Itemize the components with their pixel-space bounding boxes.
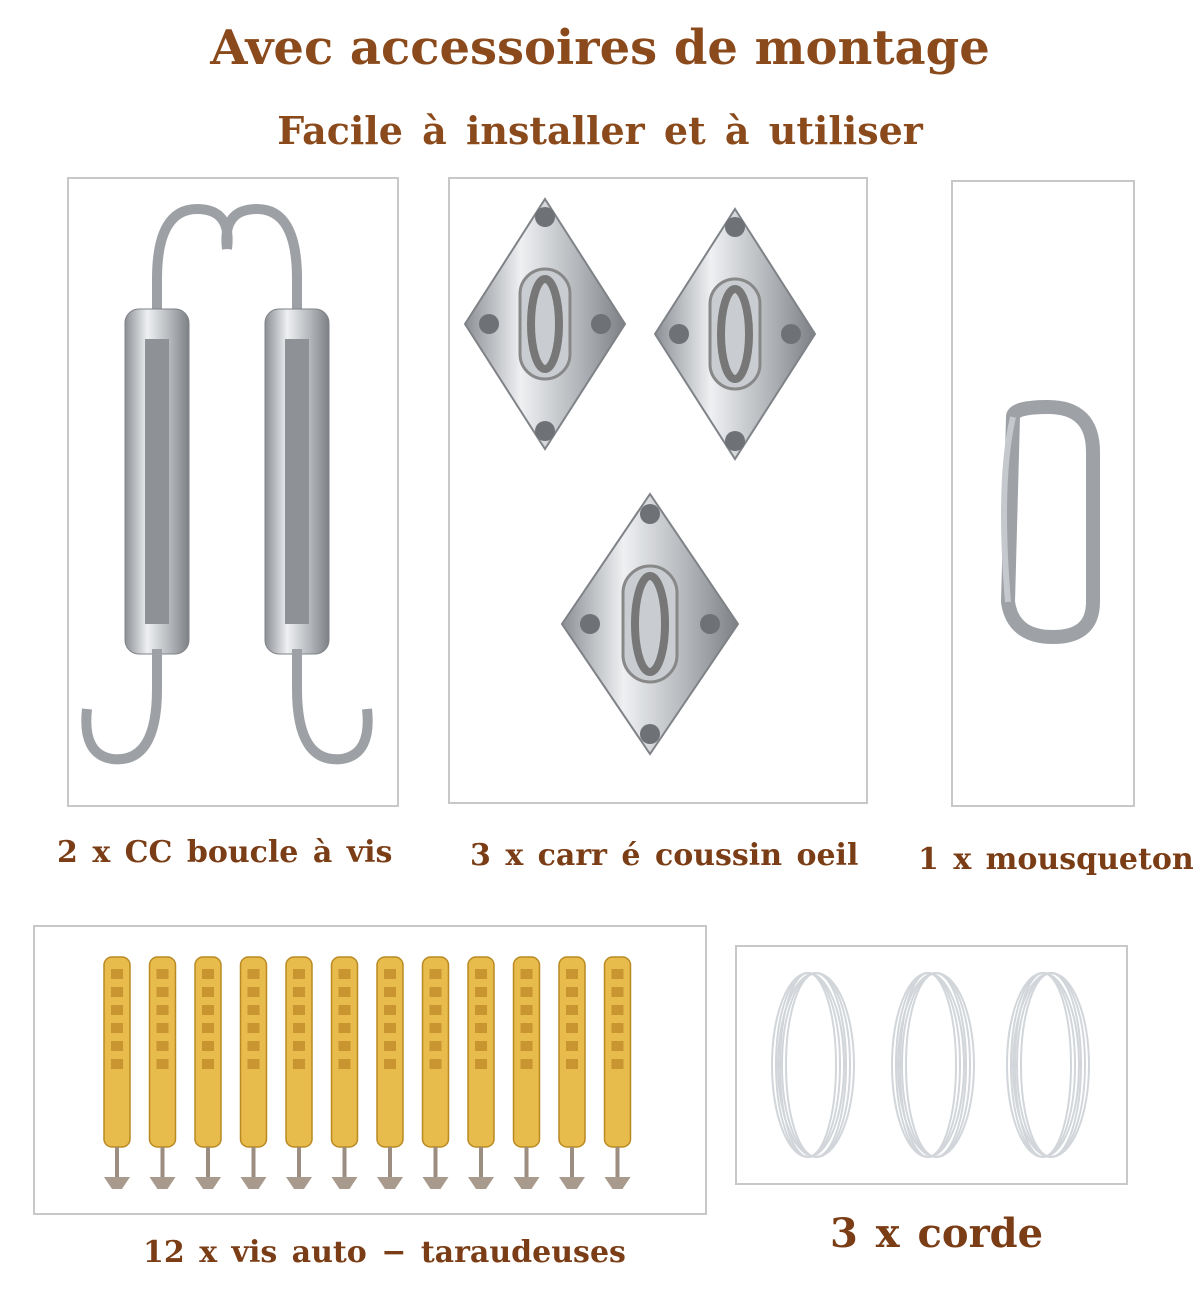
caption-turnbuckle: 2 x CC boucle à vis [57, 835, 393, 870]
anchor-screw [468, 957, 494, 1189]
anchor-screw [104, 957, 130, 1189]
page-subtitle: Facile à installer et à utiliser [277, 108, 923, 153]
anchor-screw [423, 957, 449, 1189]
anchor-panel [33, 925, 707, 1215]
turnbuckle-panel [67, 177, 399, 807]
rope-coil [1007, 973, 1089, 1157]
anchor-screw [559, 957, 585, 1189]
caption-carabiner: 1 x mousqueton [918, 842, 1194, 877]
caption-pad-eye: 3 x carr é coussin oeil [470, 838, 859, 873]
anchor-screw [150, 957, 176, 1189]
carabiner-icon [953, 182, 1133, 805]
pad-eye-panel [448, 177, 868, 804]
anchor-screw [286, 957, 312, 1189]
wall-anchor-screw-icon [35, 927, 705, 1213]
page-title: Avec accessoires de montage [210, 20, 990, 76]
anchor-screw [377, 957, 403, 1189]
caption-rope: 3 x corde [830, 1210, 1044, 1257]
rope-panel [735, 945, 1128, 1185]
anchor-screw [332, 957, 358, 1189]
anchor-screw [241, 957, 267, 1189]
caption-screws: 12 x vis auto − taraudeuses [143, 1235, 626, 1270]
anchor-screw [514, 957, 540, 1189]
anchor-screw [605, 957, 631, 1189]
turnbuckle-icon [69, 179, 397, 805]
rope-coil-icon [737, 947, 1126, 1183]
rope-coil [772, 973, 854, 1157]
anchor-screw [195, 957, 221, 1189]
rope-coil [892, 973, 974, 1157]
carabiner-panel [951, 180, 1135, 807]
pad-eye-plate-icon [450, 179, 866, 802]
